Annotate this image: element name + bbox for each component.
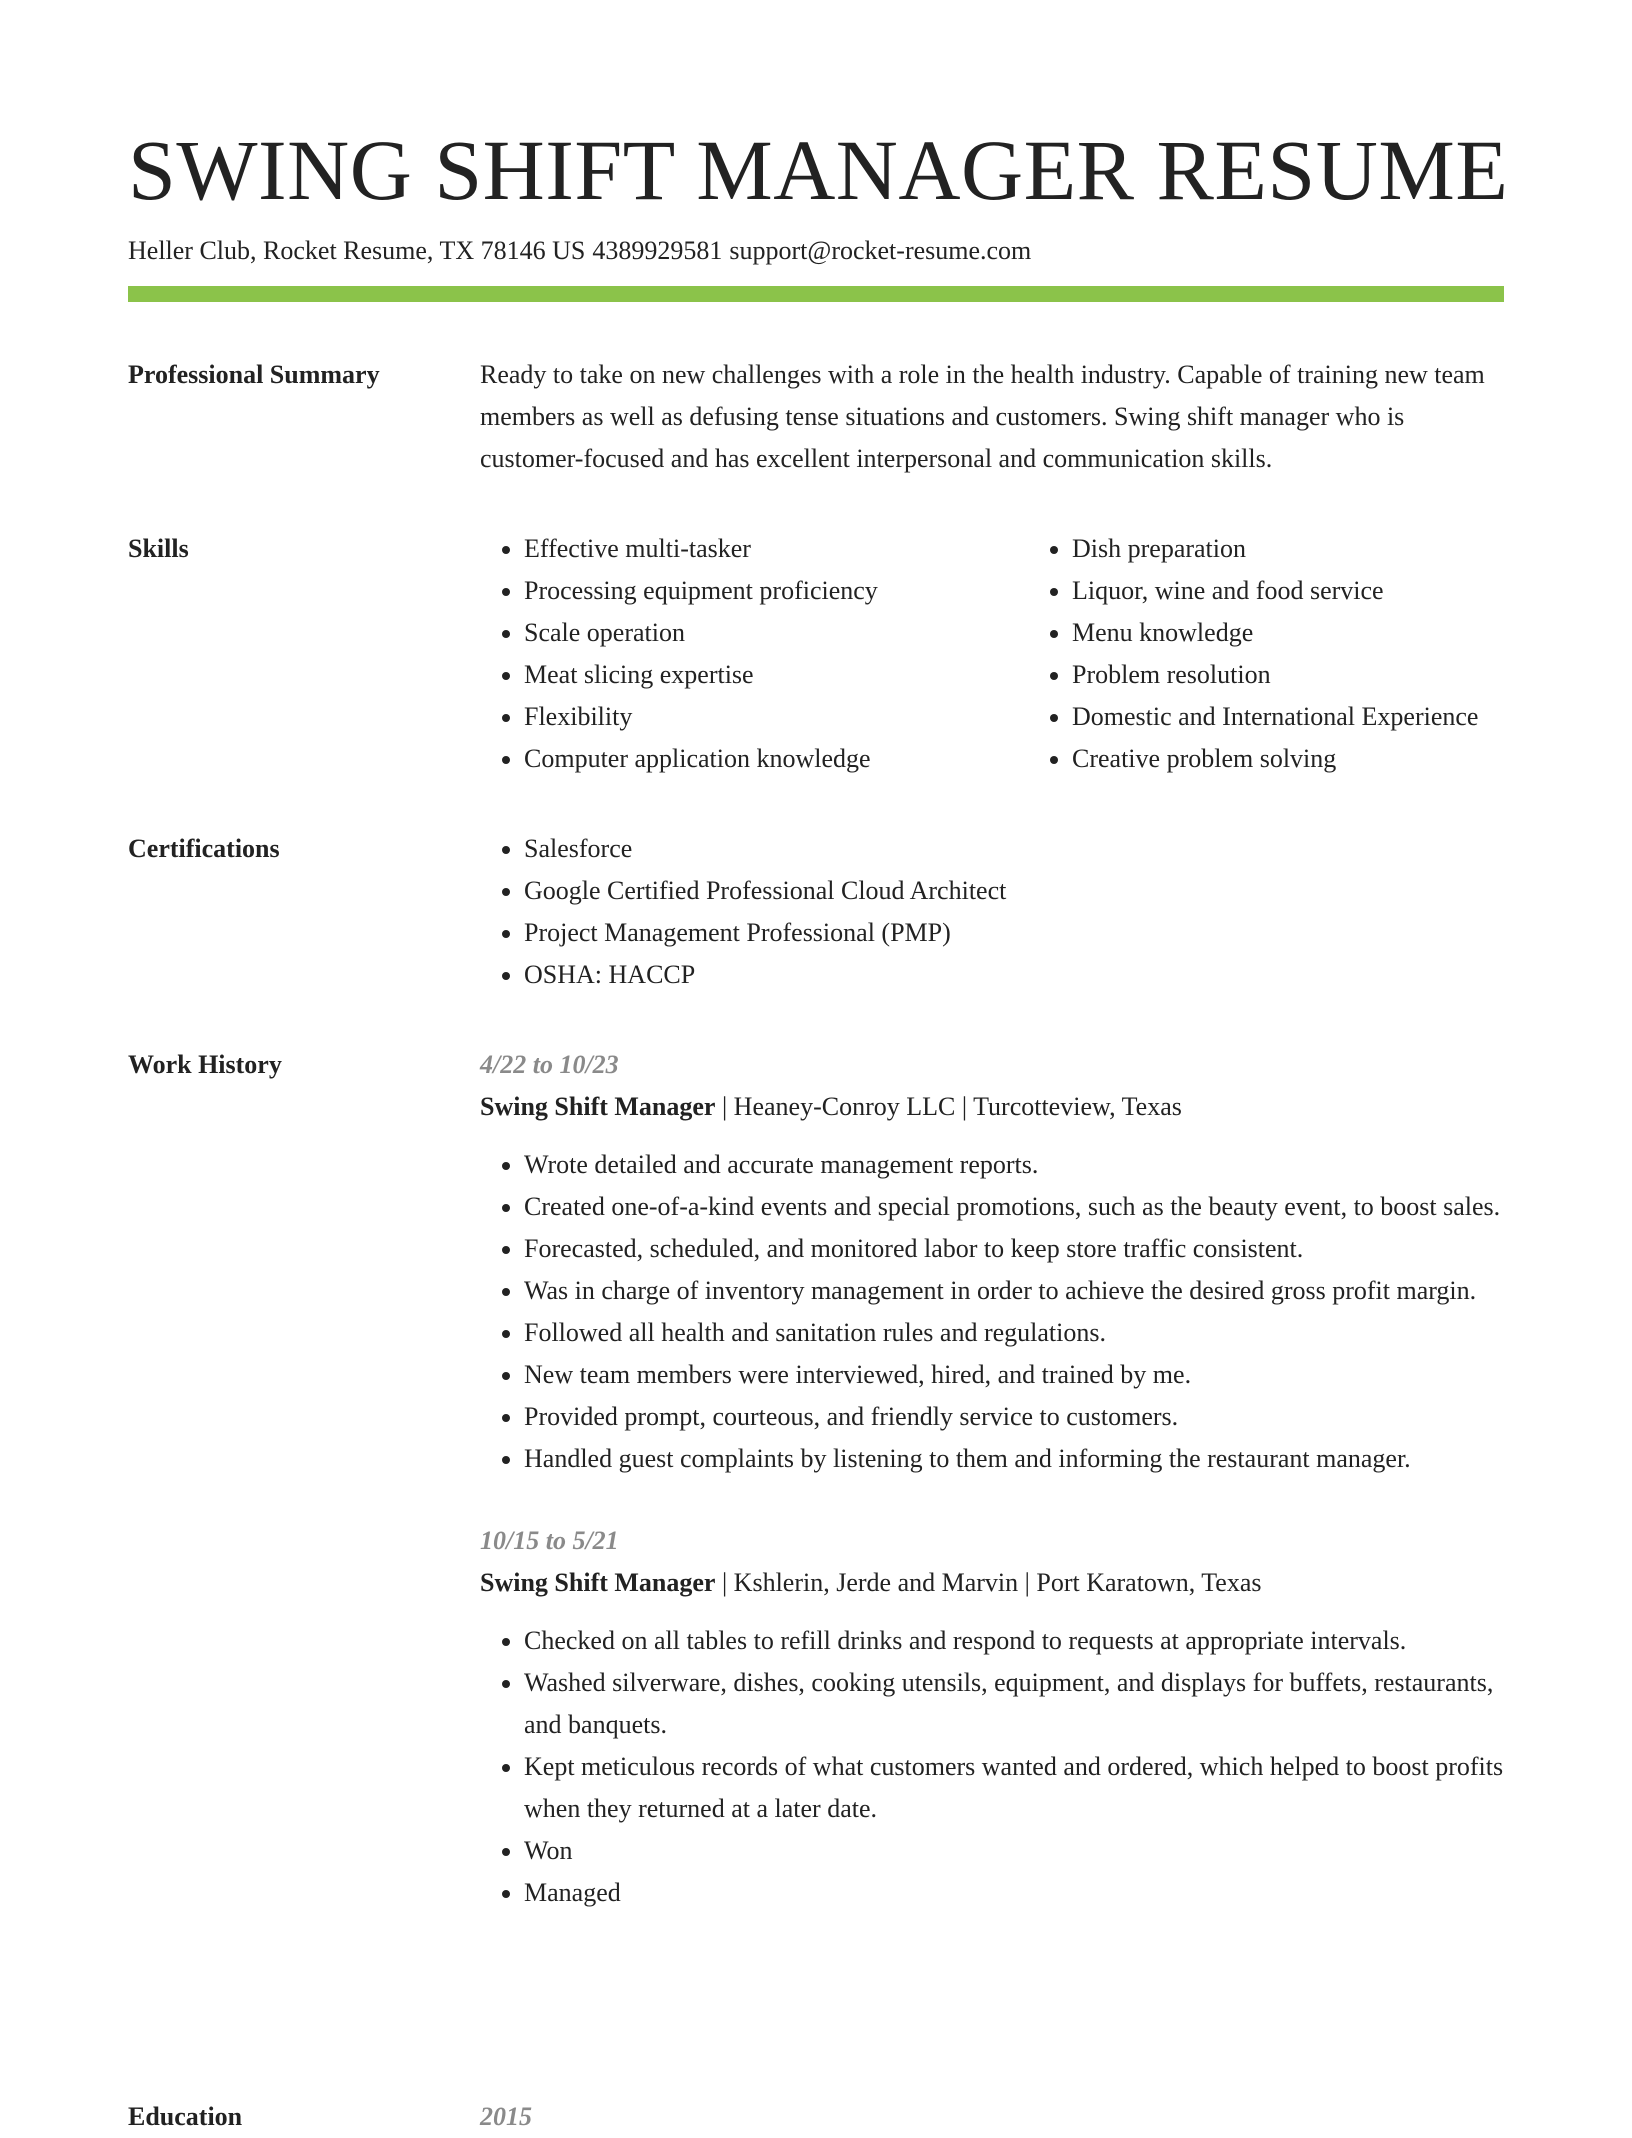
job-bullets xyxy=(480,1144,1504,1480)
certifications-section xyxy=(128,828,1504,996)
job-bullet: • Forecasted, scheduled, and monitored labor to keep store traffic consistent. xyxy=(524,1228,1504,1270)
certification-item: • OSHA: HACCP xyxy=(524,954,1504,996)
job-entry xyxy=(480,1520,1504,1914)
job-bullet: • Checked on all tables to refill drinks and respond to requests at appropriate intervals. xyxy=(524,1620,1504,1662)
skill-item: • Creative problem solving xyxy=(1072,738,1504,780)
education-section xyxy=(128,2096,1504,2138)
skill-item: • Flexibility xyxy=(524,696,1028,738)
certifications-list xyxy=(480,828,1504,996)
job-bullet: • Managed xyxy=(524,1872,1504,1914)
job-bullet: • New team members were interviewed, hired, and trained by me. xyxy=(524,1354,1504,1396)
summary-label: Professional Summary xyxy=(128,360,380,389)
job-bullets xyxy=(480,1620,1504,1914)
skill-item: • Effective multi-tasker xyxy=(524,528,1028,570)
job-company-location: | Heaney-Conroy LLC | Turcotteview, Texas xyxy=(715,1092,1182,1121)
skill-item: • Meat slicing expertise xyxy=(524,654,1028,696)
job-title: Swing Shift Manager xyxy=(480,1092,716,1121)
contact-line xyxy=(128,232,1504,270)
job-bullet: • Provided prompt, courteous, and friendly service to customers. xyxy=(524,1396,1504,1438)
skill-item: • Dish preparation xyxy=(1072,528,1504,570)
job-bullet: • Handled guest complaints by listening to them and informing the restaurant manager. xyxy=(524,1438,1504,1480)
job-bullet: • Washed silverware, dishes, cooking utensils, equipment, and displays for buffets, restaurants, and banquets. xyxy=(524,1662,1504,1746)
job-bullet: • Kept meticulous records of what customers wanted and ordered, which helped to boost profits when they returned at a later date. xyxy=(524,1746,1504,1830)
skills-label: Skills xyxy=(128,534,189,563)
skills-section xyxy=(128,528,1504,780)
job-entry xyxy=(480,1044,1504,1480)
certification-item: • Salesforce xyxy=(524,828,1504,870)
resume-page xyxy=(128,118,1509,1914)
skill-item: • Problem resolution xyxy=(1072,654,1504,696)
skill-item: • Domestic and International Experience xyxy=(1072,696,1504,738)
job-title-line xyxy=(480,1086,1504,1128)
job-bullet: • Followed all health and sanitation rules and regulations. xyxy=(524,1312,1504,1354)
contact-address: Heller Club, Rocket Resume, TX 78146 US xyxy=(128,236,586,265)
skills-list-left xyxy=(480,528,1028,780)
skill-item: • Scale operation xyxy=(524,612,1028,654)
education-label: Education xyxy=(128,2102,243,2131)
resume-title: SWING SHIFT MANAGER RESUME xyxy=(128,122,1509,218)
job-title-line xyxy=(480,1562,1504,1604)
job-bullet: • Won xyxy=(524,1830,1504,1872)
skills-list-right xyxy=(1028,528,1504,780)
skill-item: • Computer application knowledge xyxy=(524,738,1028,780)
job-bullet: • Wrote detailed and accurate management reports. xyxy=(524,1144,1504,1186)
job-dates: 4/22 to 10/23 xyxy=(480,1050,619,1079)
work-history-section xyxy=(128,1044,1504,1914)
job-title: Swing Shift Manager xyxy=(480,1568,716,1597)
job-bullet: • Created one-of-a-kind events and special promotions, such as the beauty event, to boost sales. xyxy=(524,1186,1504,1228)
header-divider xyxy=(128,286,1504,302)
skill-item: • Processing equipment proficiency xyxy=(524,570,1028,612)
skill-item: • Menu knowledge xyxy=(1072,612,1504,654)
job-bullet: • Was in charge of inventory management in order to achieve the desired gross profit margin. xyxy=(524,1270,1504,1312)
contact-email: support@rocket-resume.com xyxy=(729,236,1032,265)
certification-item: • Project Management Professional (PMP) xyxy=(524,912,1504,954)
skill-item: • Liquor, wine and food service xyxy=(1072,570,1504,612)
certification-item: • Google Certified Professional Cloud Architect xyxy=(524,870,1504,912)
contact-phone: 4389929581 xyxy=(592,236,723,265)
certifications-label: Certifications xyxy=(128,834,280,863)
education-date: 2015 xyxy=(480,2102,532,2131)
summary-section xyxy=(128,354,1504,480)
summary-text: Ready to take on new challenges with a role in the health industry. Capable of training new team members as well as defusing tense situations and customers. Swing shift manager who is customer-focused and has excellent interpersonal and communication skills. xyxy=(480,360,1485,473)
work-history-label: Work History xyxy=(128,1050,282,1079)
job-dates: 10/15 to 5/21 xyxy=(480,1526,619,1555)
job-company-location: | Kshlerin, Jerde and Marvin | Port Karatown, Texas xyxy=(715,1568,1262,1597)
